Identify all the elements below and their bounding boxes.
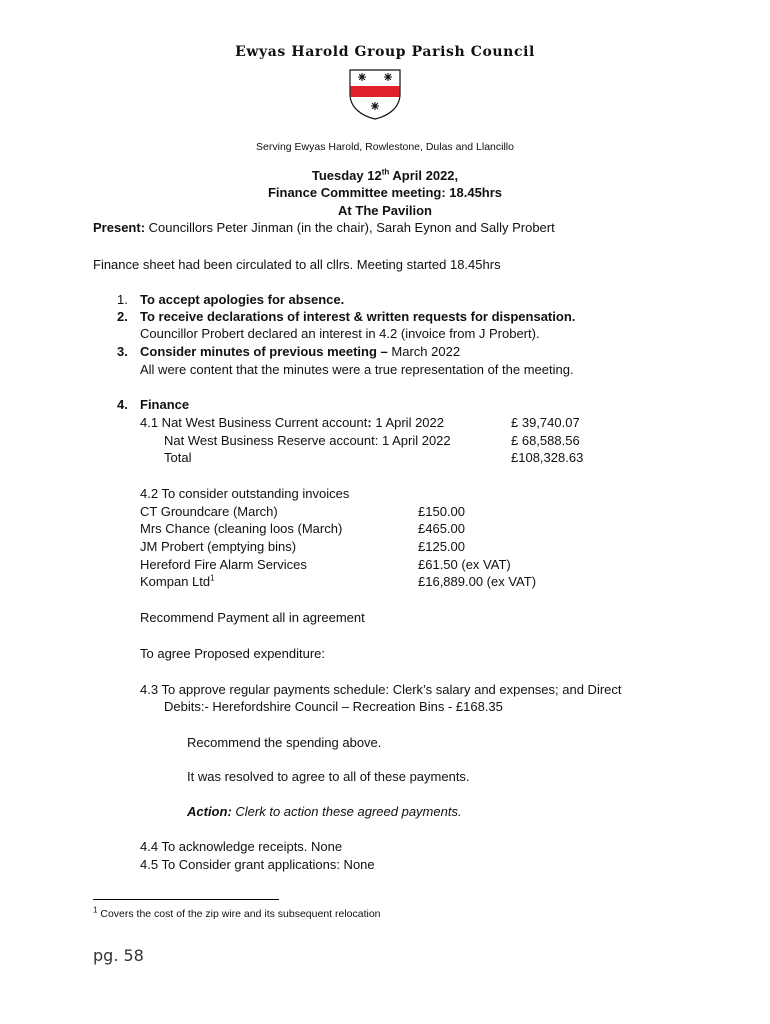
- agenda-number: 2.: [117, 309, 128, 324]
- invoice-name: Mrs Chance (cleaning loos (March): [140, 521, 343, 536]
- meeting-title: Finance Committee meeting: 18.45hrs: [267, 185, 503, 200]
- agenda-number: 4.: [117, 397, 128, 412]
- invoice-name: CT Groundcare (March): [140, 504, 278, 519]
- agenda-item-finance: Finance: [140, 397, 190, 412]
- agenda-item-minutes: Consider minutes of previous meeting – March 2022: [140, 344, 461, 359]
- present-line: Present: Councillors Peter Jinman (in the chair), Sarah Eynon and Sally Probert: [93, 220, 555, 235]
- meeting-venue: At The Pavilion: [338, 203, 432, 218]
- invoices-heading: 4.2 To consider outstanding invoices: [140, 486, 350, 501]
- account-reserve-amount: £ 68,588.56: [511, 433, 580, 448]
- invoice-amount: £125.00: [418, 539, 465, 554]
- page-number: pg. 58: [93, 946, 144, 965]
- account-current-amount: £ 39,740.07: [511, 415, 580, 430]
- proposed-expenditure: To agree Proposed expenditure:: [140, 646, 326, 661]
- grants-line: 4.5 To Consider grant applications: None: [140, 857, 375, 872]
- footnote: $^1$ Covers the cost of the zip wire and its subsequent relocation: [93, 905, 381, 920]
- account-total-amount: £108,328.63: [511, 450, 584, 465]
- account-current-label: 4.1 Nat West Business Current account: 1 April 2022: [140, 415, 444, 430]
- invoice-amount: £150.00: [418, 504, 465, 519]
- footnote-ref: 1: [210, 573, 215, 583]
- footnote-divider: [93, 899, 279, 900]
- agenda-number: 3.: [117, 344, 128, 359]
- recommend-spending: Recommend the spending above.: [187, 735, 382, 750]
- declaration-note: Councillor Probert declared an interest in 4.2 (invoice from J Probert).: [140, 326, 540, 341]
- minutes-note: All were content that the minutes were a true representation of the meeting.: [140, 362, 574, 377]
- invoice-name: Hereford Fire Alarm Services: [140, 557, 307, 572]
- council-name: Ewyas Harold Group Parish Council: [235, 44, 535, 60]
- account-reserve-label: Nat West Business Reserve account: 1 April 2022: [164, 433, 451, 448]
- receipts-line: 4.4 To acknowledge receipts. None: [140, 839, 343, 854]
- account-total-label: Total: [164, 450, 192, 465]
- invoice-amount: £16,889.00 (ex VAT): [418, 574, 537, 589]
- council-crest-logo: [348, 68, 402, 120]
- meeting-date: Tuesday 12th April 2022,: [311, 167, 459, 183]
- agenda-item-declarations: To receive declarations of interest & written requests for dispensation.: [140, 309, 576, 324]
- invoice-name: JM Probert (emptying bins): [140, 539, 297, 554]
- regular-payments-line2: Debits:- Herefordshire Council – Recreation Bins - £168.35: [164, 699, 503, 714]
- agenda-number: 1.: [117, 292, 128, 307]
- invoice-amount: £61.50 (ex VAT): [418, 557, 511, 572]
- action-line: Action: Clerk to action these agreed payments.: [187, 804, 462, 819]
- agenda-item-apologies: To accept apologies for absence.: [140, 292, 345, 307]
- invoice-name: Kompan Ltd$^1$: [140, 573, 215, 589]
- invoice-amount: £465.00: [418, 521, 465, 536]
- recommend-payment: Recommend Payment all in agreement: [140, 610, 365, 625]
- serving-parishes: Serving Ewyas Harold, Rowlestone, Dulas and Llancillo: [256, 141, 514, 153]
- intro-text: Finance sheet had been circulated to all cllrs. Meeting started 18.45hrs: [93, 257, 501, 272]
- resolution: It was resolved to agree to all of these payments.: [187, 769, 470, 784]
- regular-payments-line1: 4.3 To approve regular payments schedule: Clerk’s salary and expenses; and Direct: [140, 682, 622, 697]
